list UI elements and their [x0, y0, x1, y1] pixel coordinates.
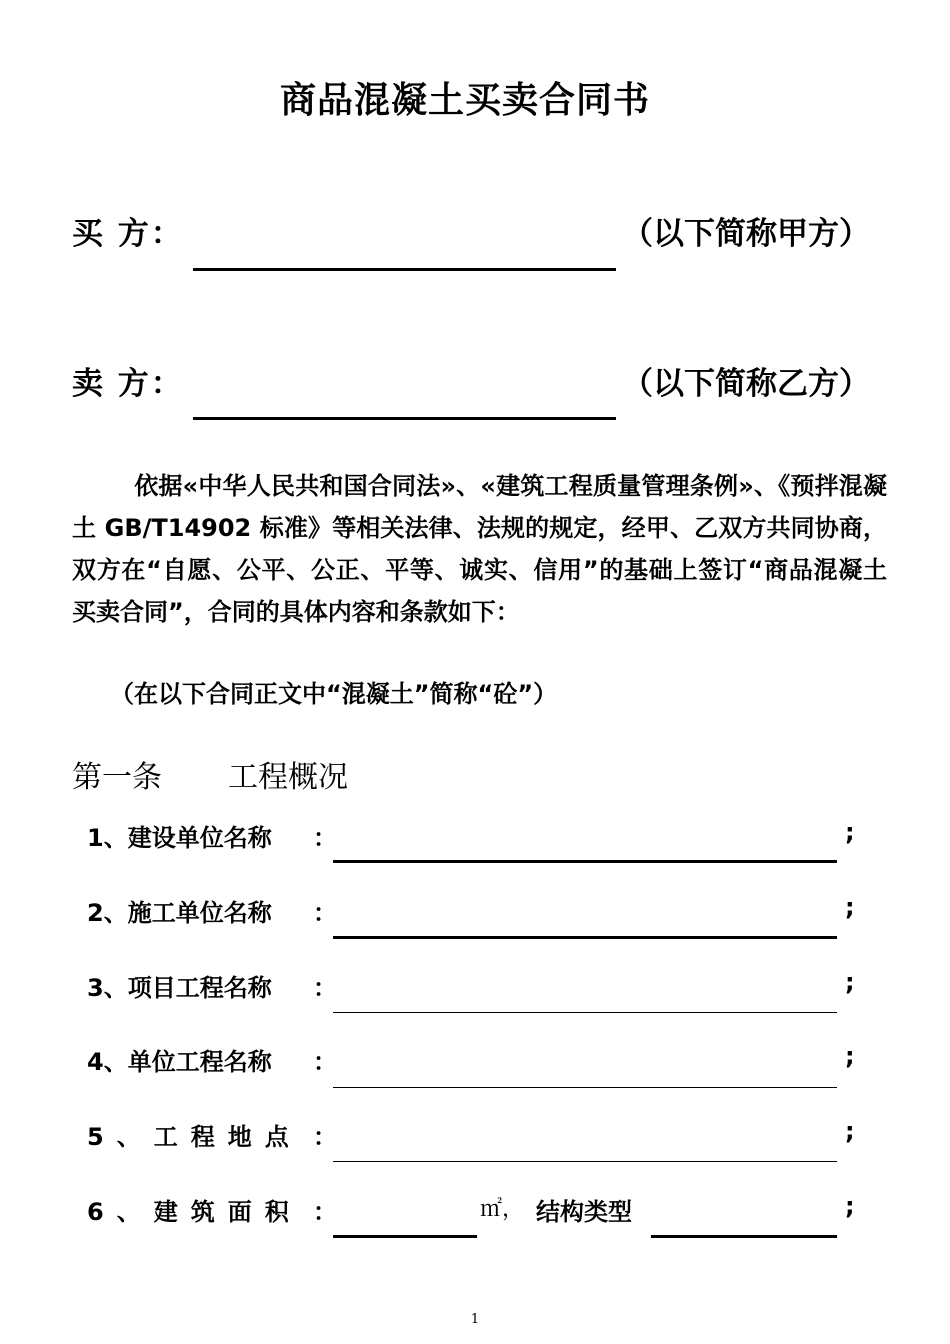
field-label-floor-area: 6、建筑面积 [87, 1198, 302, 1226]
article-1-number: 第一条 [72, 760, 162, 795]
field-colon: ： [313, 1198, 337, 1226]
seller-suffix: （以下简称乙方） [622, 366, 870, 402]
field-line-contractor[interactable] [333, 936, 837, 939]
seller-label: 卖 方： [72, 366, 184, 402]
field-colon: ： [313, 974, 337, 1002]
field-end: ; [845, 968, 855, 996]
intro-paragraph [72, 465, 887, 633]
abbreviation-note: （在以下合同正文中“混凝土”简称“砼”） [110, 680, 558, 708]
intro-text: 依据«中华人民共和国合同法»、«建筑工程质量管理条例»、《预拌混凝土 GB/T14902 标准》等相关法律、法规的规定，经甲、乙双方共同协商，双方在“自愿、公平、公正、平等、诚实、信用”的基础上签订“商品混凝土买卖合同”，合同的具体内容和条款如下： [72, 472, 887, 626]
field-end: ; [845, 893, 855, 921]
field-line-unit-project[interactable] [333, 1087, 837, 1088]
field-end: ; [845, 818, 855, 846]
field-label-unit-project: 4、单位工程名称 [87, 1048, 272, 1076]
field-line-project-name[interactable] [333, 1012, 837, 1013]
field-colon: ： [313, 824, 337, 852]
field-end: ; [845, 1042, 855, 1070]
article-1-title: 工程概况 [228, 760, 348, 795]
field-label-location: 5、工程地点 [87, 1123, 302, 1151]
field-colon: ： [313, 1048, 337, 1076]
buyer-name-line[interactable] [193, 268, 616, 271]
buyer-label: 买 方： [72, 216, 184, 252]
page-number: 1 [470, 1312, 480, 1327]
field-line-construction-unit[interactable] [333, 860, 837, 863]
field-end: ; [845, 1117, 855, 1145]
field-colon: ： [313, 899, 337, 927]
article-1-heading [72, 752, 348, 796]
field-colon: ： [313, 1123, 337, 1151]
field-label-structure-type: 结构类型 [536, 1198, 632, 1226]
field-line-structure-type[interactable] [651, 1235, 837, 1238]
field-line-floor-area[interactable] [333, 1235, 477, 1238]
buyer-suffix: （以下简称甲方） [622, 216, 870, 252]
field-label-construction-unit: 1、建设单位名称 [87, 824, 272, 852]
seller-name-line[interactable] [193, 417, 616, 420]
area-unit: ㎡， [480, 1197, 525, 1222]
field-label-contractor: 2、施工单位名称 [87, 899, 272, 927]
field-line-location[interactable] [333, 1161, 837, 1162]
field-end: ; [845, 1192, 855, 1220]
field-label-project-name: 3、项目工程名称 [87, 974, 272, 1002]
document-title: 商品混凝土买卖合同书 [279, 80, 650, 121]
